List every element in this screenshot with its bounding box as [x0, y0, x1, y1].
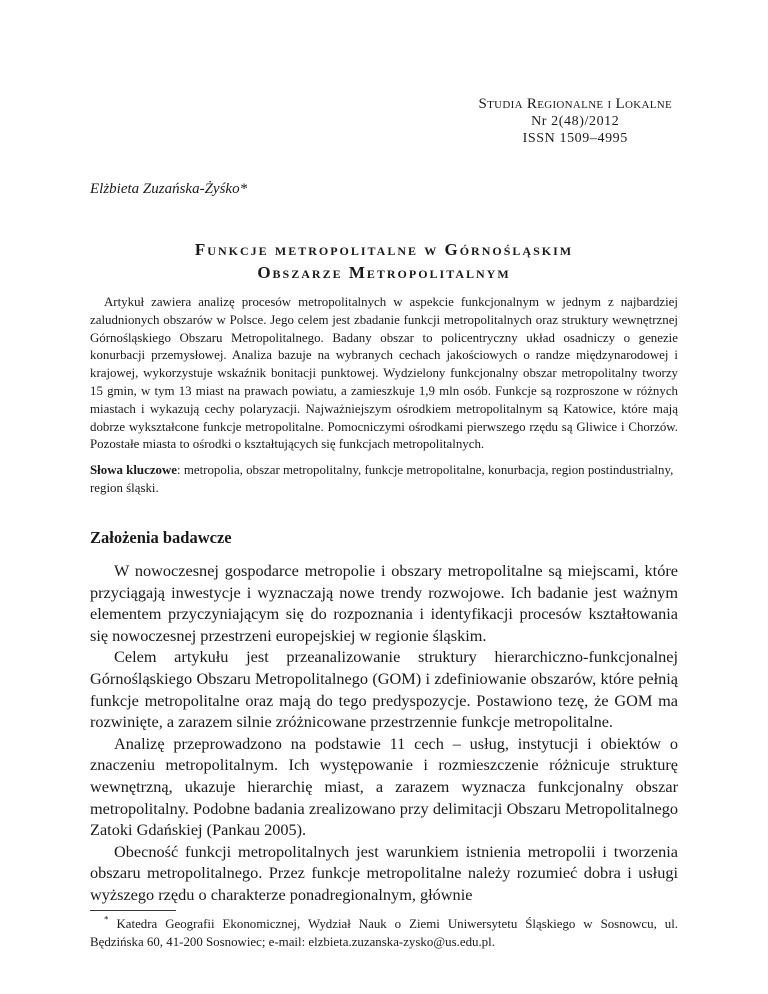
body-paragraph: W nowoczesnej gospodarce metropolie i obszary metropolitalne są miejscami, które przyciągają inwestycje i wyznaczają nowe trendy rozwojowe. Ich badanie jest ważnym elementem przyczyniającym się do rozpoznania i identyfikacji procesów kształtowania się nowoczesnej przestrzeni europejskiej w regionie śląskim. — [90, 561, 678, 645]
author-footnote-marker: * — [239, 181, 248, 197]
footnote-text: Katedra Geografii Ekonomicznej, Wydział Nauk o Ziemi Uniwersytetu Śląskiego w Sosnowcu, ul. Będzińska 60, 41-200 Sosnowiec; e-mail: elzbieta.zuzanska-zysko@us.edu.pl. — [90, 917, 678, 949]
section-heading: Założenia badawcze — [90, 528, 232, 547]
abstract: Artykuł zawiera analizę procesów metropolitalnych w aspekcie funkcjonalnym w jednym z najbardziej zaludnionych obszarów w Polsce. Jego celem jest zbadanie funkcji metropolitalnych oraz struktury wewnętrznej Górnośląskiego Obszaru Metropolitalnego. Badany obszar to policentryczny układ osadniczy o genezie konurbacji przemysłowej. Analiza bazuje na wybranych cechach jakościowych o randze międzynarodowej i krajowej, wykorzystuje wskaźnik bonitacji punktowej. Wydzielony funkcjonalny obszar metropolitalny tworzy 15 gmin, w tym 13 miast na prawach powiatu, a zamieszkuje 1,9 mln osób. Funkcje są rozproszone w różnych miastach i wykazują cechy polaryzacji. Najważniejszym ośrodkiem metropolitalnym są Katowice, które mają dobrze wykształcone funkcje metropolitalne. Pomocniczymi ośrodkami pierwszego rzędu są Gliwice i Chorzów. Pozostałe miasta to ośrodki o kształtujących się funkcjach metropolitalnych. — [90, 295, 678, 452]
body-paragraph: Analizę przeprowadzono na podstawie 11 cech – usług, instytucji i obiektów o znaczeniu metropolitalnym. Ich występowanie i rozmieszczenie różnicuje strukturę wewnętrzną, ukazuje hierarchię miast, a zarazem wyznacza funkcjonalny obszar metropolitalny. Podobne badania zrealizowano przy delimitacji Obszaru Metropolitalnego Zatoki Gdańskiej (Pankau 2005). — [90, 733, 678, 840]
journal-name: Studia Regionalne i Lokalne — [478, 96, 672, 112]
footnote — [90, 916, 678, 952]
body-text — [90, 560, 678, 906]
body-paragraph: Celem artykułu jest przeanalizowanie struktury hierarchiczno-funkcjonalnej Górnośląskiego Obszaru Metropolitalnego (GOM) i zdefiniowanie obszarów, które pełnią funkcje metropolitalne oraz mają do tego predyspozycje. Postawiono tezę, że GOM ma rozwinięte, a zarazem silnie zróżnicowane przestrzennie funkcje metropolitalne. — [90, 647, 678, 732]
journal-header — [479, 96, 673, 147]
title-line-2: Obszarze Metropolitalnym — [257, 263, 511, 282]
keywords — [90, 462, 678, 498]
keywords-text: : metropolia, obszar metropolitalny, funkcje metropolitalne, konurbacja, region postindustrialny, region śląski. — [90, 463, 674, 495]
keywords-label: Słowa kluczowe — [90, 463, 178, 477]
body-paragraph: Obecność funkcji metropolitalnych jest warunkiem istnienia metropolii i tworzenia obszaru metropolitalnego. Przez funkcje metropolitalne należy rozumieć dobra i usługi wyższego rzędu o charakterze ponadregionalnym, głównie — [90, 841, 678, 904]
title-line-1: Funkcje metropolitalne w Górnośląskim — [194, 240, 574, 259]
footnote-marker: * — [104, 914, 109, 925]
footnote-divider — [90, 910, 176, 911]
article-title — [0, 238, 768, 284]
author-text: Elżbieta Zuzańska-Żyśko — [90, 181, 240, 197]
journal-issue: Nr 2(48)/2012 — [531, 114, 620, 129]
journal-issn: ISSN 1509–4995 — [522, 131, 628, 146]
author-name — [90, 181, 247, 198]
